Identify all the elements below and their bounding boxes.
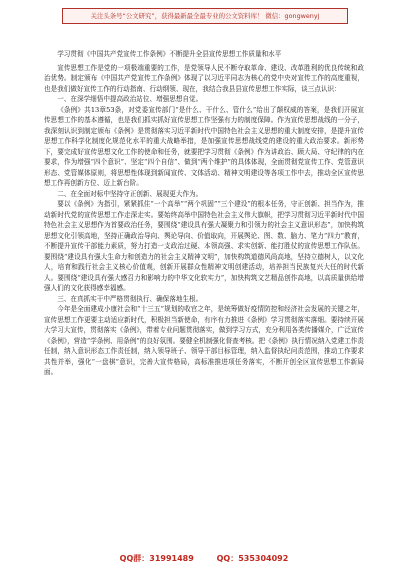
section-heading-2: 二、在全面对标中坚持守正创新、展现更大作为。: [57, 189, 203, 198]
footer-contact: [0, 553, 408, 564]
qq-number: QQ：535304092: [216, 554, 289, 563]
document-title: 学习贯彻《中国共产党宣传工作条例》不断提升全县宣传思想工作质量和水平: [57, 50, 282, 58]
section-1-paragraph: 《条例》共13章53条，对党委宣传部门“是什么、干什么、管什么”给出了颠权威的答案，是我们开展宣传思想工作的基本遵循，也是我们抓实抓好宣传思想工作坚强有力的制度保障。作为宣传思想战线的一分子，我深刻认识到制定颁布《条例》是贯彻落实习近平新时代中国特色社会主义思想的重大制度安排，是提升宣传思想工作科学化制度化规范化水平的重大战略举措，是加强宣传思想战线党的建设的重大政治要求。新形势下，要完成好宣传思想文化工作的使命和任务，就要把学习贯彻《条例》作为讲政治、顾大局、守纪律的内在要求，作为增强“四个意识”、坚定“四个自信”、做到“两个维护”的具体体现，全面贯彻党宣传工作、党管意识形态、党管媒体原则，将思想性体现到新闻宣传、文体活动、精神文明建设等各项工作中去，推动全区宣传思想工作再创新方位、迈上新台阶。: [44, 105, 364, 187]
section-heading-3: 三、在真抓实干中严格贯彻执行、确保落地生根。: [57, 294, 203, 303]
qq-group: QQ群：31991489: [119, 554, 194, 563]
section-2-paragraph: 要以《条例》为指引，紧紧抓住“一个高举”“两个巩固”“三个建设”的根本任务，守正创新、担当作为，推动新时代党的宣传思想工作走深走实。要始终高举中国特色社会主义伟大旗帜，把学习贯彻习近平新时代中国特色社会主义思想作为首要政治任务，要围绕“建设具有强大凝聚力和引领力的社会主义意识形态”，加快构筑思想文化引领高地，坚持正确政治导向、舆论导向、价值取向，开展舆论、图、数、脑力、笔力“四力”教育，不断提升宣传干部能力素质，努力打造一支政治过硬、本领高强、求实创新、能打胜仗的宣传思想工作队伍。要围绕“建设具有强大生命力和创造力的社会主义精神文明”，加快构筑道德风尚高地，坚持立德树人，以文化人，培育和践行社会主义核心价值观，创新开展群众性精神文明创建活动，培养担当民族复兴大任的时代新人。要围绕“建设具有强大感召力和影响力的中华文化软实力”，加快构筑文艺精品创作高地，以高质量供给增强人们的文化获得感幸福感。: [44, 200, 364, 292]
section-heading-1: 一、在深学细悟中提高政治站位、增强思想自觉。: [57, 95, 203, 103]
intro-paragraph: 宣传思想工作是党的一项极端重要的工作，是党领导人民不断夺取革命、建设、改革胜利的优良传统和政治优势。制定颁布《中国共产党宣传工作条例》体现了以习近平同志为核心的党中央对宣传工作的高度重视，也是我们做好宣传工作的行动指南、行动纲领、现在，我结合我县县宣传思想工作实际，谈三点认识：: [44, 63, 364, 93]
section-3-paragraph: 今年是全面建成小康社会和“十三五”规划的收官之年，是统筹做好疫情防控和经济社会发展的关键之年，宣传思想工作更要主动适应新时代，积极担当新使命，有序有力推进《条例》学习贯彻落实落细。要持续开展大学习大宣传，贯彻落实《条例》，带着专业问题贯彻落实，做到学习方式，充分利用各类传播媒介，广泛宣传《条例》，营造“学条例、用条例”的良好氛围。要健全机制强化督查考核。把《条例》执行情况纳入党建工作责任制，纳入意识形态工作责任制，纳入领导班子、领导干部目标管理，纳入监督执纪问责范围，推动工作要求共性并举，强化“一盘棋”意识，完善大宣传格局，高标准推进项任务落实，不断开创全区宣传思想工作新局面。: [44, 305, 364, 376]
document-body: [44, 49, 364, 554]
promo-banner: 关注头条号“公文研究”，获得最新最全最专业的公文资料库！ 微信：gongwenyj: [62, 8, 348, 24]
